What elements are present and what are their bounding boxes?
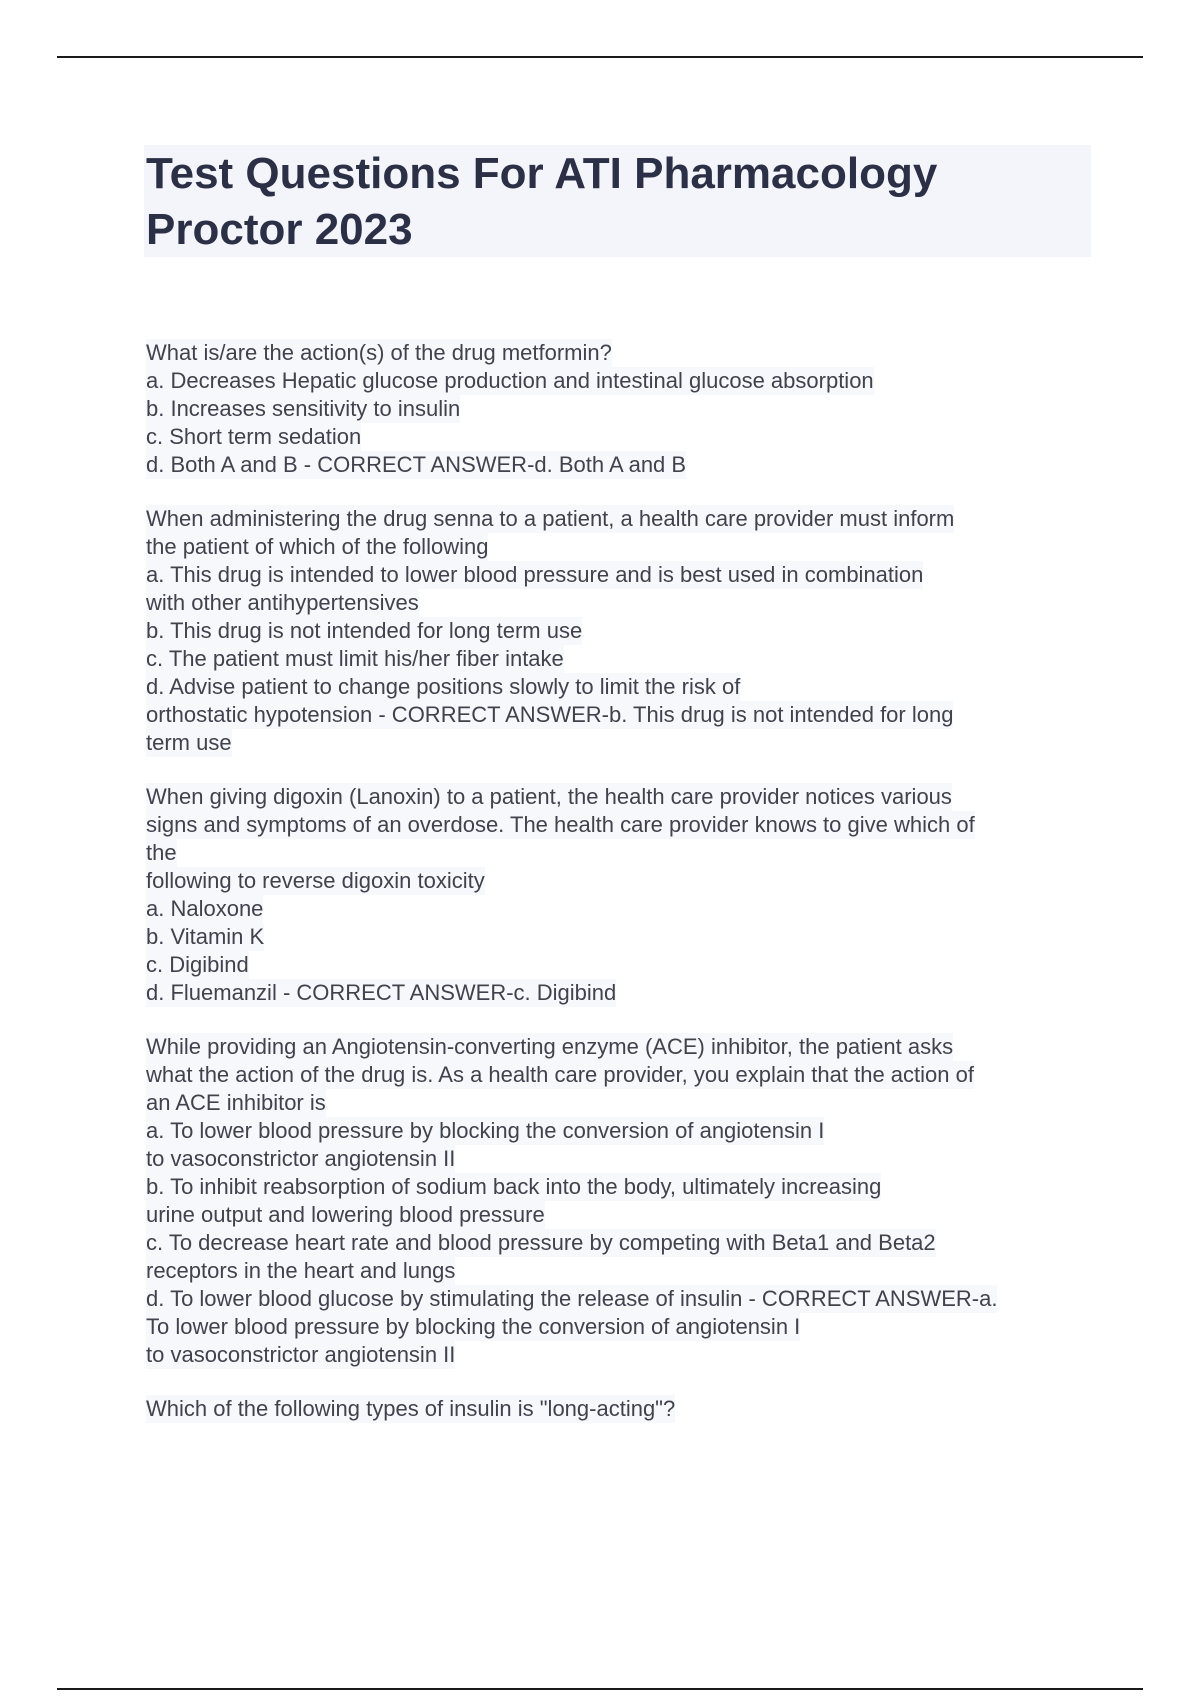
question-line: To lower blood pressure by blocking the conversion of angiotensin I: [146, 1314, 801, 1339]
question-line: a. This drug is intended to lower blood pressure and is best used in combination: [146, 562, 924, 587]
question-line: an ACE inhibitor is: [146, 1090, 326, 1115]
question-line: b. Vitamin K: [146, 924, 265, 949]
question-line: d. Advise patient to change positions slowly to limit the risk of: [146, 674, 741, 699]
question-line: Which of the following types of insulin is "long-acting"?: [146, 1396, 676, 1421]
question-line: c. The patient must limit his/her fiber intake: [146, 646, 564, 671]
question-line: a. Decreases Hepatic glucose production and intestinal glucose absorption: [146, 368, 874, 393]
question-block: [146, 1033, 1106, 1369]
question-line: When administering the drug senna to a patient, a health care provider must inform: [146, 506, 955, 531]
question-line: the patient of which of the following: [146, 534, 489, 559]
question-block: [146, 339, 1106, 479]
question-line: following to reverse digoxin toxicity: [146, 868, 485, 893]
question-line: urine output and lowering blood pressure: [146, 1202, 545, 1227]
bottom-divider: [57, 1688, 1143, 1690]
question-line: b. Increases sensitivity to insulin: [146, 396, 461, 421]
page-title: Test Questions For ATI Pharmacology Proctor 2023: [146, 149, 938, 254]
question-line: receptors in the heart and lungs: [146, 1258, 456, 1283]
question-line: b. To inhibit reabsorption of sodium back into the body, ultimately increasing: [146, 1174, 882, 1199]
question-line: While providing an Angiotensin-converting enzyme (ACE) inhibitor, the patient asks: [146, 1034, 954, 1059]
question-line: to vasoconstrictor angiotensin II: [146, 1146, 456, 1171]
question-line: When giving digoxin (Lanoxin) to a patient, the health care provider notices various: [146, 784, 952, 809]
question-line: c. Digibind: [146, 952, 249, 977]
question-line: c. To decrease heart rate and blood pressure by competing with Beta1 and Beta2: [146, 1230, 936, 1255]
question-line: d. Fluemanzil - CORRECT ANSWER-c. Digibind: [146, 980, 617, 1005]
question-line: a. To lower blood pressure by blocking the conversion of angiotensin I: [146, 1118, 825, 1143]
question-line: What is/are the action(s) of the drug metformin?: [146, 340, 612, 365]
question-line: b. This drug is not intended for long term use: [146, 618, 583, 643]
question-block: [146, 783, 1106, 1007]
question-list: [146, 339, 1106, 1449]
question-line: signs and symptoms of an overdose. The health care provider knows to give which of: [146, 812, 975, 837]
question-block: [146, 505, 1106, 757]
question-line: to vasoconstrictor angiotensin II: [146, 1342, 456, 1367]
question-line: the: [146, 840, 177, 865]
question-line: term use: [146, 730, 232, 755]
question-line: with other antihypertensives: [146, 590, 419, 615]
question-line: d. Both A and B - CORRECT ANSWER-d. Both A and B: [146, 452, 687, 477]
question-line: d. To lower blood glucose by stimulating the release of insulin - CORRECT ANSWER-a.: [146, 1286, 998, 1311]
question-line: what the action of the drug is. As a health care provider, you explain that the action of: [146, 1062, 974, 1087]
question-line: a. Naloxone: [146, 896, 264, 921]
question-block: [146, 1395, 1106, 1423]
question-line: c. Short term sedation: [146, 424, 362, 449]
question-line: orthostatic hypotension - CORRECT ANSWER-b. This drug is not intended for long: [146, 702, 954, 727]
top-divider: [57, 56, 1143, 58]
